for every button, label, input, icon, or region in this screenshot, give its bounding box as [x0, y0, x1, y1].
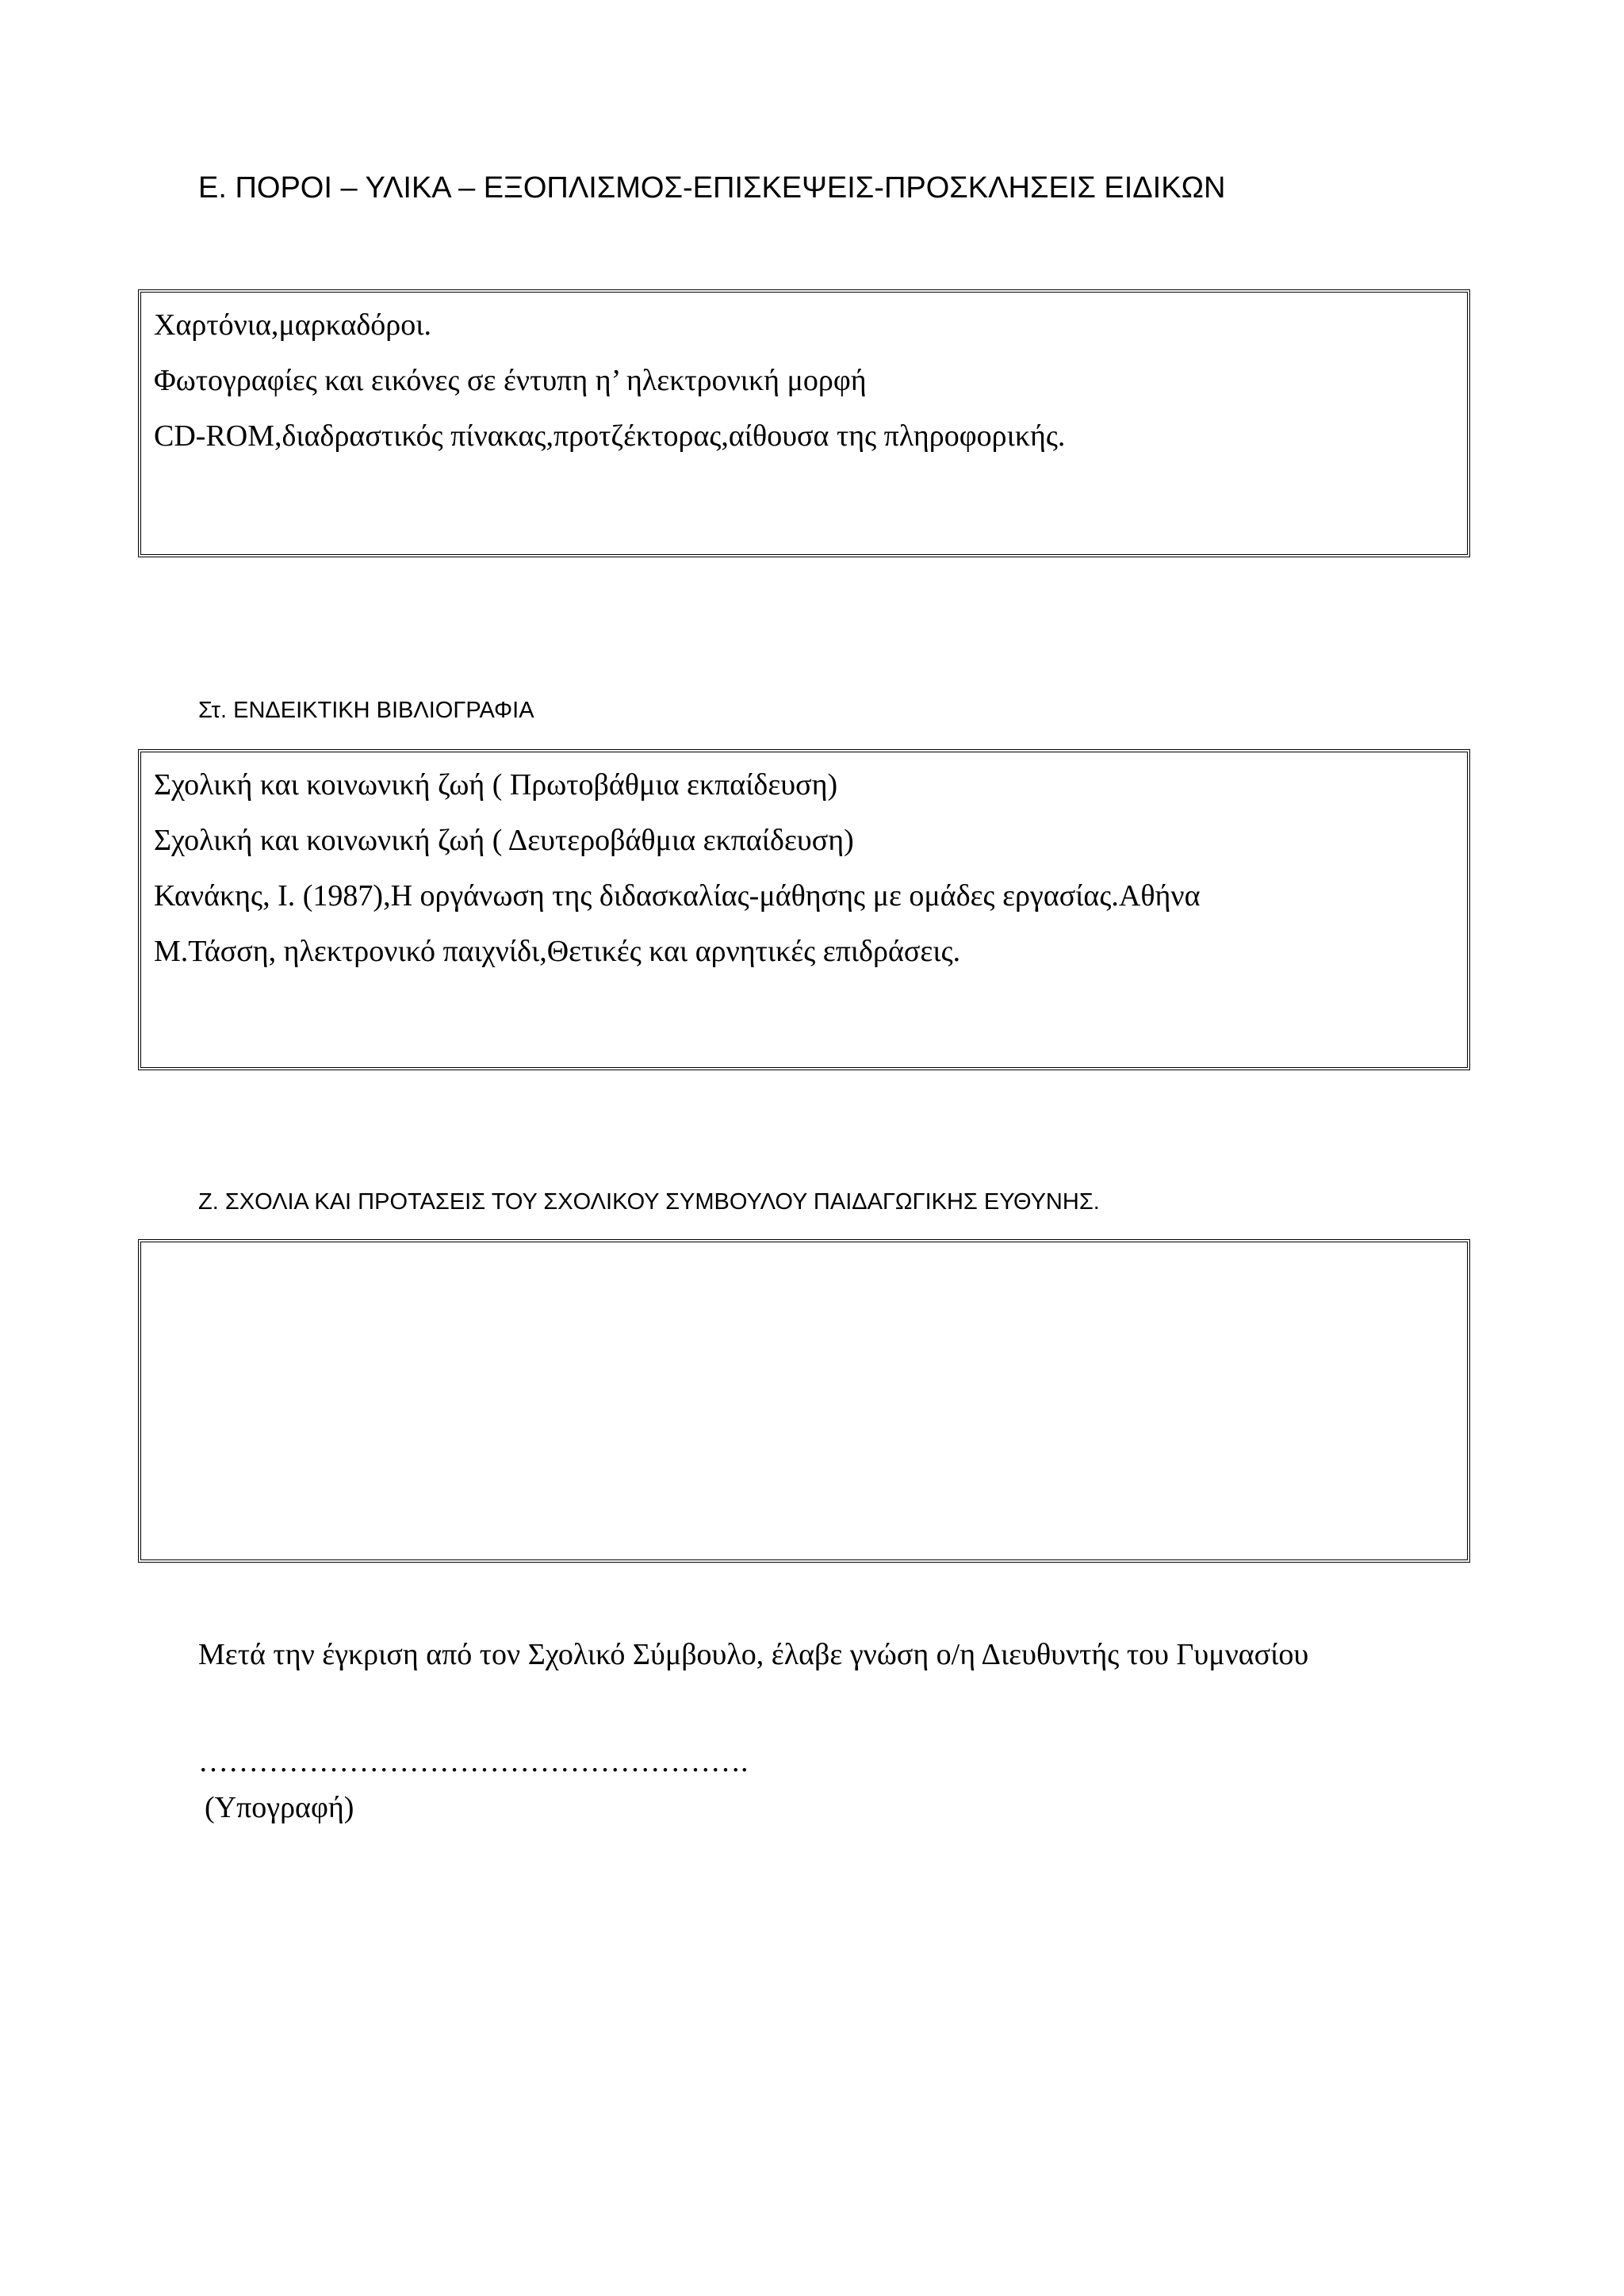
section-e-heading: Ε. ΠΟΡΟΙ – ΥΛΙΚΑ – ΕΞΟΠΛΙΣΜΟΣ-ΕΠΙΣΚΕΨΕΙΣ-ΠΡΟΣΚΛΗΣΕΙΣ ΕΙΔΙΚΩΝ	[198, 171, 1226, 205]
resources-box	[138, 289, 1470, 557]
bibliography-line: Μ.Τάσση, ηλεκτρονικό παιχνίδι,Θετικές και αρνητικές επιδράσεις.	[154, 935, 961, 968]
resources-line: CD-ROM,διαδραστικός πίνακας,προτζέκτορας,αίθουσα της πληροφορικής.	[154, 419, 1066, 453]
bibliography-line: Σχολική και κοινωνική ζωή ( Πρωτοβάθμια εκπαίδευση)	[154, 768, 838, 802]
advisor-comments-box	[138, 1239, 1470, 1563]
bibliography-box	[138, 749, 1470, 1070]
section-z-heading: Ζ. ΣΧΟΛΙΑ ΚΑΙ ΠΡΟΤΑΣΕΙΣ ΤΟΥ ΣΧΟΛΙΚΟΥ ΣΥΜΒΟΥΛΟΥ ΠΑΙΔΑΓΩΓΙΚΗΣ ΕΥΘΥΝΗΣ.	[198, 1189, 1100, 1215]
signature-line: ……………………………………………….	[198, 1745, 749, 1778]
resources-line: Φωτογραφίες και εικόνες σε έντυπη η’ ηλεκτρονική μορφή	[154, 364, 867, 397]
section-st-heading: Στ. ΕΝΔΕΙΚΤΙΚΗ ΒΙΒΛΙΟΓΡΑΦΙΑ	[198, 698, 534, 723]
bibliography-line: Σχολική και κοινωνική ζωή ( Δευτεροβάθμια εκπαίδευση)	[154, 824, 854, 857]
approval-statement: Μετά την έγκριση από τον Σχολικό Σύμβουλο, έλαβε γνώση ο/η Διευθυντής του Γυμνασίου	[198, 1638, 1309, 1671]
bibliography-line: Κανάκης, Ι. (1987),Η οργάνωση της διδασκαλίας-μάθησης με ομάδες εργασίας.Αθήνα	[154, 879, 1201, 913]
resources-line: Χαρτόνια,μαρκαδόροι.	[154, 308, 431, 342]
signature-label: (Υπογραφή)	[205, 1791, 354, 1824]
